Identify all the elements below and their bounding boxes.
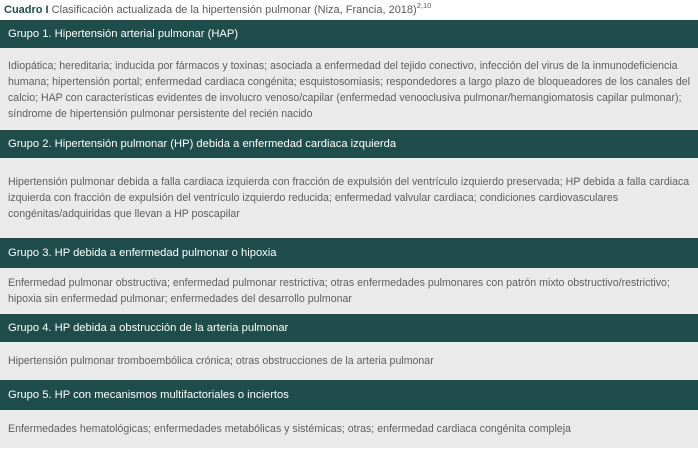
group-4-body-text: Hipertensión pulmonar tromboembólica crónica; otras obstrucciones de la arteria pulmonar: [8, 355, 434, 367]
group-5-body-text: Enfermedades hematológicas; enfermedades metabólicas y sistémicas; otras; enfermedad cardiaca congénita compleja: [8, 423, 571, 435]
group-1-body: [0, 48, 698, 130]
group-5-section: [0, 380, 698, 448]
group-1-section: [0, 20, 698, 130]
group-3-body: [0, 268, 698, 314]
table-caption-label: Cuadro I: [4, 4, 49, 16]
group-2-header: Grupo 2. Hipertensión pulmonar (HP) debida a enfermedad cardiaca izquierda: [0, 130, 698, 158]
table-caption-references: 2,10: [416, 1, 432, 10]
group-3-section: [0, 238, 698, 314]
group-2-section: [0, 130, 698, 238]
group-4-header: Grupo 4. HP debida a obstrucción de la arteria pulmonar: [0, 314, 698, 342]
group-4-section: [0, 314, 698, 380]
group-1-body-text: Idiopática; hereditaria; inducida por fármacos y toxinas; asociada a enfermedad del tejido conectivo, infección del virus de la inmunodeficiencia humana; hipertensión portal; enfermedad cardiaca congénita; esquistosomiasis; respondedores a largo plazo de bloqueadores de los canales del calcio; HAP con características evidentes de involucro venoso/capilar (enfermedad venooclusiva pulmonar/hemangiomatosis capilar pulmonar); síndrome de hipertensión pulmonar persistente del recién nacido: [8, 60, 690, 120]
group-1-header: Grupo 1. Hipertensión arterial pulmonar (HAP): [0, 20, 698, 48]
table-caption: [4, 2, 694, 18]
group-3-header: Grupo 3. HP debida a enfermedad pulmonar o hipoxia: [0, 238, 698, 268]
group-5-body: [0, 410, 698, 448]
group-5-header: Grupo 5. HP con mecanismos multifactoriales o inciertos: [0, 380, 698, 410]
table-caption-text: Clasificación actualizada de la hipertensión pulmonar (Niza, Francia, 2018): [48, 4, 417, 16]
group-2-body-text: Hipertensión pulmonar debida a falla cardiaca izquierda con fracción de expulsión del ventrículo izquierdo preservada; HP debida a falla cardiaca izquierda con fracción de expulsión del ventrículo izquierdo reducida; enfermedad valvular cardiaca; condiciones cardiovasculares congénitas/adquiridas que llevan a HP poscapilar: [8, 176, 690, 220]
group-3-body-text: Enfermedad pulmonar obstructiva; enfermedad pulmonar restrictiva; otras enfermedades pulmonares con patrón mixto obstructivo/restrictivo; hipoxia sin enfermedad pulmonar; enfermedades del desarrollo pulmonar: [8, 277, 670, 305]
group-2-body: [0, 158, 698, 238]
group-4-body: [0, 342, 698, 380]
